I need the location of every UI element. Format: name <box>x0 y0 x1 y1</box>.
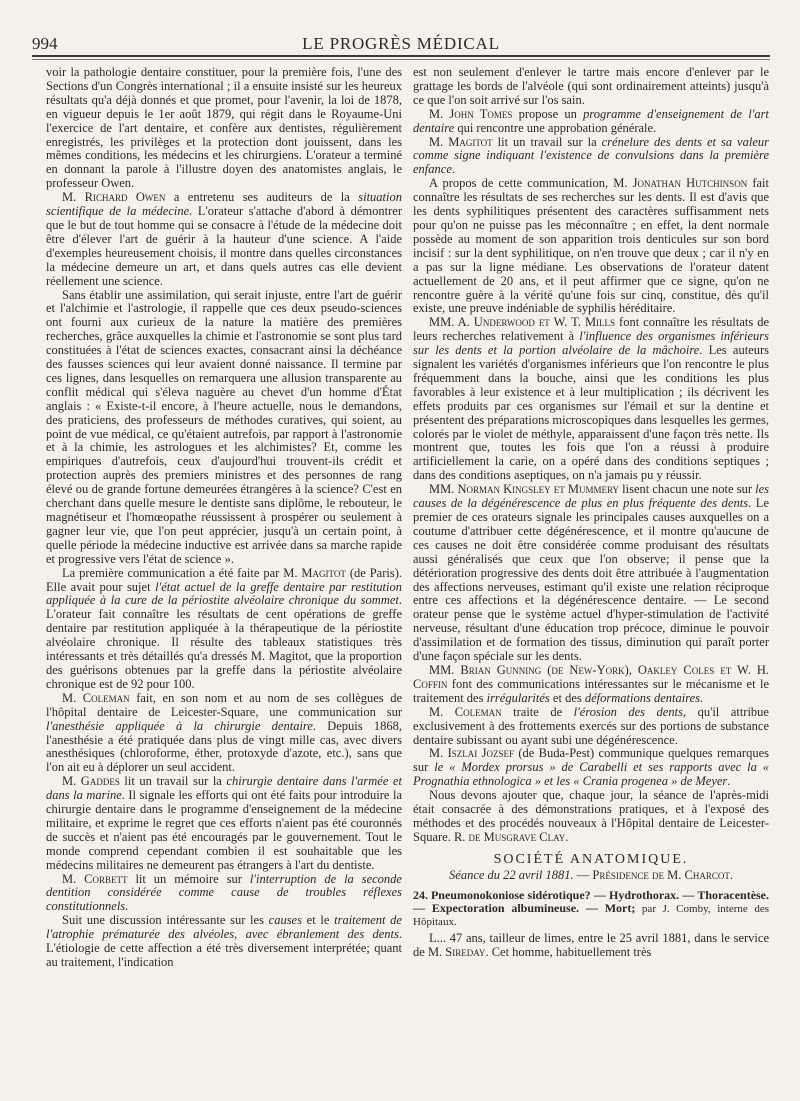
text-run: , qu'il attribue exclusivement à des frottements exercés sur des portions de substance dentaire subissant ou ayant subi une dégénérescence. <box>413 704 769 747</box>
session-line <box>413 869 769 883</box>
paragraph <box>413 108 769 136</box>
author-name: M. Coleman <box>62 690 130 705</box>
text-run: (de Buda-Pest) communique quelques remarques sur <box>413 746 769 775</box>
text-run: et le <box>301 913 335 928</box>
paragraph <box>413 177 769 316</box>
communication-title: l'anesthésie appliquée à la chirurgie dentaire <box>46 718 313 733</box>
text-run: propose un <box>512 106 584 121</box>
text-run: . L'étiologie de cette affection a été très diversement interprétée; quant au traitement, l'indication <box>46 927 402 969</box>
communication-title: irrégularités <box>486 690 550 705</box>
communication-title: l'érosion des dents <box>573 704 683 719</box>
text-run: fait connaître les résultats de ses recherches sur les dents. Il est d'avis que les dents syphilitiques présentent des caractères suffisamment nets pour qu'on ne puisse pas les méconnaître ; en effet, la dent normale possède au moment de son apparition trois denticules sur son bord incisif : sur la dent syphilitique, on n'en trouve que deux ; car il n'y en a pas sur la ligne médiane. Les observations de l'orateur datent actuellement de 20 ans, et il peut affirmer que ce signe, qu'on ne rencontre guère à la vérité qu'une fois sur cinq, constitue, dès qu'il existe, une preuve indéniable de syphilis héréditaire. <box>413 176 769 316</box>
communication-title: causes <box>268 913 302 928</box>
text-run: a entretenu ses auditeurs de la <box>165 190 359 205</box>
text-run: . <box>125 899 129 914</box>
communication-title: l'interruption de la seconde dentition considérée comme cause de troubles réflexes constitutionnels <box>46 871 402 914</box>
paragraph <box>413 706 769 748</box>
paragraph: voir la pathologie dentaire constituer, pour la première fois, l'une des Sections d'un Congrès international ; il a ensuite insisté sur les heureux résultats qu'a déjà donnés et que promet, pour l'avenir, la loi de 1878, en vigueur depuis le 1er août 1879, qui régit dans le Royaume-Uni l'exercice de l'art dentaire, et confère aux dentistes, régulièrement enregistrés, les privilèges et la protection dont jouissent, dans les mêmes conditions, les médecins et les chirurgiens. L'orateur a terminé en donnant la parole à l'illustre doyen des anatomistes anglais, le professeur Owen. <box>46 66 402 191</box>
text-run: . <box>451 162 455 177</box>
text-run: qui rencontre une approbation générale. <box>454 120 657 135</box>
text-run: fait, en son nom et au nom de ses collègues de l'hôpital dentaire de Leicester-Square, une communication sur <box>46 690 402 719</box>
author-name: M. Jonathan Hutchinson <box>613 176 748 191</box>
author-name: M. Coleman <box>429 704 502 719</box>
author-name: M. Richard Owen <box>62 190 166 205</box>
case-title: Pneumonokoniose sidérotique? — Hydrothorax. — Thoracentèse. — Expectoration albumineuse. — Mort; <box>413 887 769 916</box>
author-name: MM. Brian Gunning (de New-York), Oakley Coles et W. H. Coffin <box>413 662 769 691</box>
text-run: traite de <box>501 704 574 719</box>
communication-title: traitement de l'atrophie prématurée des alvéoles, avec ébranlement des dents <box>46 913 402 942</box>
text-run: . <box>700 690 704 705</box>
page-number: 994 <box>32 34 58 53</box>
paragraph <box>413 316 769 483</box>
case-author: par J. Comby, interne des Hôpitaux. <box>413 903 769 928</box>
left-column <box>46 66 402 1086</box>
case-heading <box>413 889 769 929</box>
paragraph <box>46 567 402 692</box>
text-run: lisent chacun une note sur <box>619 482 756 497</box>
text-run: font des communications intéressantes sur le mécanisme et le traitement des <box>413 676 769 705</box>
header-rule <box>32 55 770 57</box>
communication-title: le « Mordex prorsus » de Carabelli et ses rapports avec la « Prognathia ethnologica » et les « Crania progenea » de Meyer <box>413 760 769 789</box>
author-name: MM. Norman Kingsley et Mummery <box>429 482 620 497</box>
author-name: M. John Tomes <box>429 106 513 121</box>
header-rule-thin <box>32 59 770 60</box>
author-name: M. Magitot <box>283 565 346 580</box>
author-name: M. Corbett <box>62 871 128 886</box>
communication-title: l'influence des organismes inférieurs sur les dents et la portion alvéolaire de la mâchoire <box>413 329 769 358</box>
paragraph <box>413 136 769 178</box>
text-run: (de Paris). Elle avait pour sujet <box>46 565 402 594</box>
text-run: L... 47 ans, tailleur de limes, entre le 25 avril 1881, dans le service de <box>413 931 769 959</box>
text-run: . Il signale les efforts qui ont été faits pour introduire la chirurgie dentaire dans le programme d'enseignement de la médecine militaire, et exprime le regret que ces efforts n'aient pas été couronnés de succès et n'aient pas été encouragés par le gouvernement. Tout le monde comprend cependant combien il est souhaitable que les médecins militaires ne demeurent pas étrangers à l'art du dentiste. <box>46 788 402 872</box>
page-header <box>32 26 770 53</box>
text-run: Nous devons ajouter que, chaque jour, la séance de l'après-midi était consacrée à des démonstrations pratiques, et à l'exposé des méthodes et des procédés nouveaux à l'Hôpital dentaire de Leicester-Square. <box>413 788 769 844</box>
text-run: A propos de cette communication, <box>429 176 614 191</box>
text-run: . L'orateur fait connaître les résultats de cent opérations de greffe dentaire par restitution appliquée à la thérapeutique de la périostite alvéolaire chronique. Il résulte des tableaux statistiques très intéressants et très détaillés qu'a dressés M. Magitot, que la proportion des guérisons obtenues par la greffe dans la périostite alvéolaire chronique est de 92 pour 100. <box>46 593 402 691</box>
paragraph <box>46 873 402 915</box>
text-run: La première communication a été faite par <box>62 565 284 580</box>
communication-title: chirurgie dentaire dans l'armée et dans la marine <box>46 774 402 803</box>
author-name: M. Iszlai Jozsef <box>429 746 514 761</box>
paragraph <box>46 692 402 775</box>
paragraph <box>46 914 402 970</box>
paragraph <box>413 664 769 706</box>
right-column <box>413 66 769 1086</box>
text-run: . Cet homme, habituellement très <box>485 944 652 959</box>
communication-title: programme d'enseignement de l'art dentaire <box>413 106 769 135</box>
text-run: . L'orateur s'attache d'abord à démontrer que le but de tout homme qui se consacre à l'étude de la médecine doit être d'élever l'art de guérir à la hauteur d'une science. A l'aide d'exemples heureusement choisis, il montre dans quelles circonstances la médecine demeure un art, et dans quels autres cas elle devient réellement une science. <box>46 204 402 288</box>
session-president: — Présidence de M. Charcot. <box>573 867 733 882</box>
paragraph: est non seulement d'enlever le tartre mais encore d'enlever par le grattage les bords de l'alvéole (qui sont ordinairement atteints) jusqu'à ce que l'on soit arrivé sur l'os sain. <box>413 66 769 107</box>
paragraph <box>46 775 402 872</box>
text-run: Suit une discussion intéressante sur les <box>62 913 269 928</box>
communication-title: crénelure des dents et sa valeur comme signe indiquant l'existence de convulsions dans la première enfance <box>413 134 769 177</box>
text-run: lit un travail sur la <box>119 774 227 789</box>
paragraph: Sans établir une assimilation, qui serait injuste, entre l'art de guérir et l'alchimie et l'astrologie, il rappelle que ces deux pseudo-sciences ont fourni aux curieux de la nature la matière des premières recherches, grâce auxquelles la chimie et l'astronomie se sont plus tard constituées à l'état de sciences exactes, consacrant ainsi la déchéance des fausses sciences qui leur avaient donné naissance. Il termine par ces lignes, dans lesquelles on remarquera une allusion transparente au conflit médical qui s'éleva naguère au chevet d'un homme d'État anglais : « Existe-t-il encore, à l'heure actuelle, nous le demandons, des praticiens, des professeurs de méthodes curatives, qui soient, au point de vue médical, ce qu'étaient autrefois, par rapport à l'astronomie et à la chimie, les astrologues et les alchimistes? Et, comme les empiriques d'autrefois, ceux d'aujourd'hui trouvent-ils crédit et protection auprès des premiers ministres et des personnes de rang élevé ou de grande fortune demeurées étrangères à la science? C'est en cherchant dans quelle mesure le dentiste sans diplôme, le rebouteur, le magnétiseur et l'homœopathe réussissent à prospérer ou seulement à gagner leur vie, que l'on peut apprécier, jusqu'à un certain point, à quelle période la médecine inductive est arrivée dans sa marche rapide et progressive vers l'état de science ». <box>46 287 402 566</box>
journal-title: LE PROGRÈS MÉDICAL <box>302 34 500 53</box>
communication-title: déformations dentaires <box>584 690 701 705</box>
paragraph <box>46 191 402 288</box>
author-name: M. Gaddes <box>62 774 120 789</box>
paragraph <box>413 789 769 845</box>
author-name: M. Sireday <box>427 944 486 959</box>
case-number: 24. <box>413 887 428 902</box>
text-run: . Le premier de ces orateurs signale les principales causes auxquelles on a coutume d'attribuer cette dégénérescence, et il montre qu'aucune de ces causes ne doit être considérée comme produisant des résultats aussi généralisés que ceux que l'on observe; il pense que la détérioration progressive des dents doit être attribuée à l'augmentation des affections nerveuses, estimant qu'il existe une relation réciproque entre ces affections et la dégénérescence dentaire. — Le second orateur pense que le système actuel d'hyper-stimulation de l'activité nerveuse, résultant d'une éducation trop précoce, diminue le pouvoir d'assimilation et de formation des tissus, diminution qui paraît porter d'une façon spéciale sur les dents. <box>413 496 769 664</box>
author-name: M. Magitot <box>429 134 493 149</box>
session-date: Séance du 22 avril 1881. <box>449 867 574 882</box>
text-run: . <box>727 774 731 789</box>
text-run: et des <box>549 690 585 705</box>
communication-title: l'état actuel de la greffe dentaire par restitution appliquée à la cure de la périostite alvéolaire chronique du sommet <box>46 579 402 608</box>
communication-title: situation scientifique de la médecine <box>46 190 402 219</box>
text-run: lit un mémoire sur <box>127 871 250 886</box>
communication-title: les causes de la dégénérescence de plus en plus fréquente des dents <box>413 482 769 511</box>
text-run: . Les auteurs signalent les variétés d'organismes inférieurs que l'on rencontre le plus fréquemment dans la bouche, ainsi que les conditions les plus favorables à leur existence et à leur multiplication ; ils décrivent les effets produits par ces organismes sur l'émail et sur la dentine et présentent des préparations microscopiques dans lesquelles les germes, colorés par le violet de méthyle, apparaissent d'une façon très nette. Ils montrent que, toutes les fois que l'on a réussi à produire artificiellement la carie, on a opéré dans des conditions septiques ; dans des conditions aseptiques, on n'a jamais pu y réussir. <box>413 343 769 483</box>
section-title: SOCIÉTÉ ANATOMIQUE. <box>493 851 689 867</box>
paragraph <box>413 747 769 789</box>
paragraph <box>413 483 769 664</box>
text-run: font connaître les résultats de leurs recherches relativement à <box>413 315 769 344</box>
signature: R. de Musgrave Clay. <box>453 829 569 844</box>
paragraph <box>413 932 769 960</box>
author-name: MM. A. Underwood et W. T. Mills <box>429 315 616 330</box>
text-run: lit un travail sur la <box>492 134 602 149</box>
text-run: . Depuis 1868, l'anesthésie a été pratiquée dans plus de vingt mille cas, avec divers anesthésiques (chloroforme, éther, protoxyde d'azote, etc.), sans que l'on ait eu à déplorer un seul accident. <box>46 718 402 775</box>
